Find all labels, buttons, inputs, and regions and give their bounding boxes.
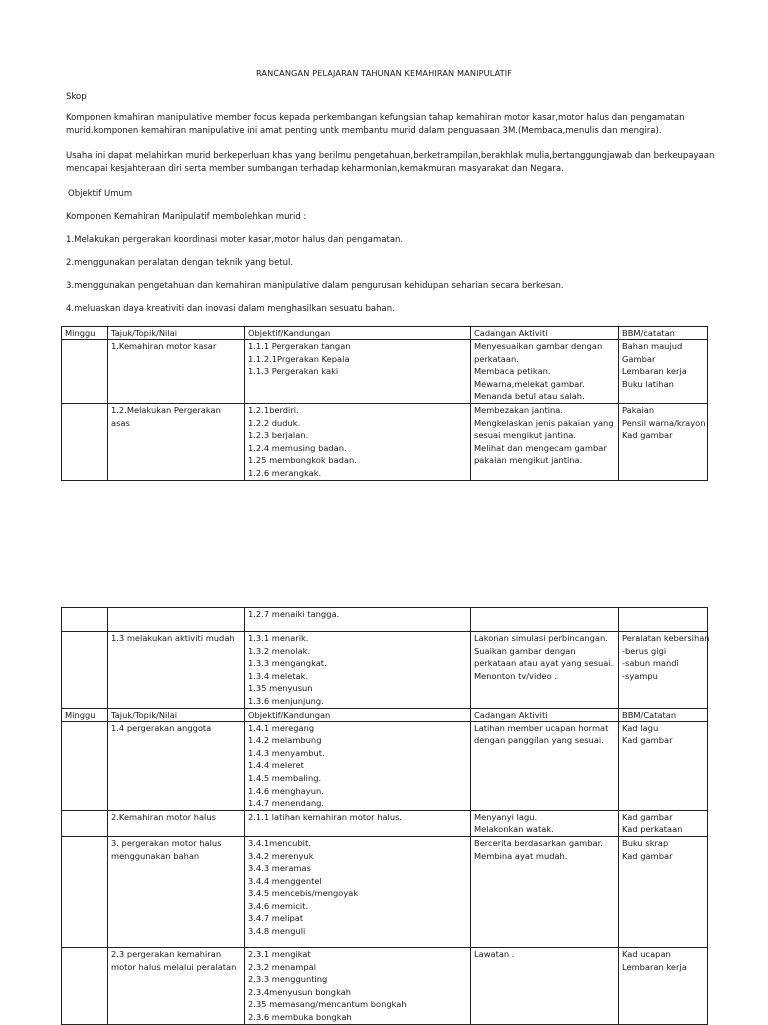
table-row [62,721,708,810]
cell-bbm: Kad ucapan Lembaran kerja [619,947,708,1024]
header-aktiviti: Cadangan Aktiviti [471,327,619,340]
cell-minggu [62,810,108,836]
objektif-item-1: 1.Melakukan pergerakan koordinasi moter kasar,motor halus dan pengamatan. [66,235,404,245]
objektif-heading: Objektif Umum [68,189,133,199]
cell-tajuk: 1.4 pergerakan anggota [108,721,245,810]
cell-minggu [62,836,108,947]
cell-objektif: 1.2.1berdiri. 1.2.2 duduk. 1.2.3 berjalan. 1.2.4 memusing badan. 1.25 membongkok badan. 1.2.6 merangkak. [245,403,471,480]
cell-tajuk: 1.2.Melakukan Pergerakan asas [108,403,245,480]
table-row [62,810,708,836]
cell-tajuk [108,608,245,632]
cell-bbm: Kad lagu Kad gambar [619,721,708,810]
plan-table-1 [61,326,708,481]
cell-tajuk: 1.3 melakukan aktiviti mudah [108,632,245,709]
table-row [62,403,708,480]
skop-paragraph-1: Komponen kmahiran manipulative member focus kepada perkembangan kefungsian tahap kemahiran motor kasar,motor halus dan pengamatan murid.komponen kemahiran manipulative ini amat penting untk membantu murid dalam penguasaan 3M.(Membaca,menulis dan mengira). [66,113,685,136]
objektif-item-3: 3.menggunakan pengetahuan dan kemahiran manipulative dalam pengurusan kehidupan seharian secara berkesan. [66,281,564,291]
cell-objektif: 3.4.1mencubit. 3.4.2 merenyuk 3.4.3 meramas 3.4.4 menggentel 3.4.5 mencebis/mengoyak 3.4.6 memicit. 3.4.7 melipat 3.4.8 menguli [245,836,471,947]
header-tajuk: Tajuk/Topik/Nilai [108,708,245,721]
header-tajuk: Tajuk/Topik/Nilai [108,327,245,340]
cell-aktiviti: Latihan member ucapan hormat dengan panggilan yang sesuai. [471,721,619,810]
cell-objektif: 2.3.1 mengikat 2.3.2 menampal 2.3.3 menggunting 2.3.4menyusun bongkah 2.35 memasang/mencantum bongkah 2.3.6 membuka bongkah [245,947,471,1024]
header-bbm: BBM/Catatan [619,708,708,721]
cell-aktiviti: Bercerita berdasarkan gambar. Membina ayat mudah. [471,836,619,947]
cell-aktiviti: Menyesuaikan gambar dengan perkataan. Membaca petikan. Mewarna,melekat gambar. Menanda betul atau salah. [471,340,619,404]
skop-heading: Skop [66,92,87,102]
cell-minggu [62,403,108,480]
table-row [62,632,708,709]
table-header-row [62,708,708,721]
cell-tajuk: 2.Kemahiran motor halus [108,810,245,836]
cell-objektif: 1.4.1 meregang 1.4.2 melambung 1.4.3 menyambut. 1.4.4 meleret 1.4.5 membaling. 1.4.6 menghayun. 1.4.7 menendang. [245,721,471,810]
cell-bbm: Peralatan kebersihan -berus gigi -sabun mandi -syampu [619,632,708,709]
cell-aktiviti: Menyanyi lagu. Melakonkan watak. [471,810,619,836]
header-objektif: Objektif/Kandungan [245,708,471,721]
cell-minggu [62,340,108,404]
cell-bbm: Bahan maujud Gambar Lembaran kerja Buku latihan [619,340,708,404]
table-row [62,608,708,632]
header-aktiviti: Cadangan Aktiviti [471,708,619,721]
plan-table-2 [61,607,708,1025]
table-row [62,836,708,947]
cell-minggu [62,608,108,632]
cell-objektif: 1.2.7 menaiki tangga. [245,608,471,632]
skop-paragraph-2: Usaha ini dapat melahirkan murid berkeperluan khas yang berilmu pengetahuan,berketrampilan,berakhlak mulia,bertanggungjawab dan berkeupayaan mencapai kesjahteraan diri serta member sumbangan terhadap keharmonian,kemakmuran masyarakat dan Negara. [66,151,715,174]
cell-bbm: Kad gambar Kad perkataan [619,810,708,836]
header-bbm: BBM/catatan [619,327,708,340]
document-title: RANCANGAN PELAJARAN TAHUNAN KEMAHIRAN MANIPULATIF [255,68,513,78]
objektif-item-4: 4.meluaskan daya kreativiti dan inovasi dalam menghasilkan sesuatu bahan. [66,304,395,314]
cell-minggu [62,721,108,810]
cell-tajuk: 3. pergerakan motor halus menggunakan bahan [108,836,245,947]
cell-tajuk: 1.Kemahiran motor kasar [108,340,245,404]
cell-bbm [619,608,708,632]
cell-aktiviti [471,608,619,632]
cell-aktiviti: Membezakan jantina. Mengkelaskan jenis pakaian yang sesuai mengikut jantina. Melihat dan mengecam gambar pakaian mengikut jantina. [471,403,619,480]
cell-aktiviti: Lawatan . [471,947,619,1024]
header-objektif: Objektif/Kandungan [245,327,471,340]
cell-tajuk: 2.3 pergerakan kemahiran motor halus melalui peralatan [108,947,245,1024]
table-row [62,340,708,404]
cell-objektif: 1.3.1 menarik. 1.3.2 menolak. 1.3.3 mengangkat. 1.3.4 meletak. 1.35 menyusun 1.3.6 menjunjung. [245,632,471,709]
cell-minggu [62,947,108,1024]
table-header-row [62,327,708,340]
cell-objektif: 2.1.1 latihan kemahiran motor halus. [245,810,471,836]
objektif-item-2: 2.menggunakan peralatan dengan teknik yang betul. [66,258,294,268]
cell-bbm: Pakaian Pensil warna/krayon Kad gambar [619,403,708,480]
cell-objektif: 1.1.1 Pergerakan tangan 1.1.2.1Prgerakan Kepala 1.1.3 Pergerakan kaki [245,340,471,404]
cell-minggu [62,632,108,709]
header-minggu: Minggu [62,327,108,340]
cell-aktiviti: Lakonan simulasi perbincangan. Suaikan gambar dengan perkataan atau ayat yang sesuai. Menonton tv/video . [471,632,619,709]
cell-bbm: Buku skrap Kad gambar [619,836,708,947]
table-row [62,947,708,1024]
objektif-intro: Komponen Kemahiran Manipulatif membolehkan murid : [66,212,307,222]
header-minggu: Minggu [62,708,108,721]
